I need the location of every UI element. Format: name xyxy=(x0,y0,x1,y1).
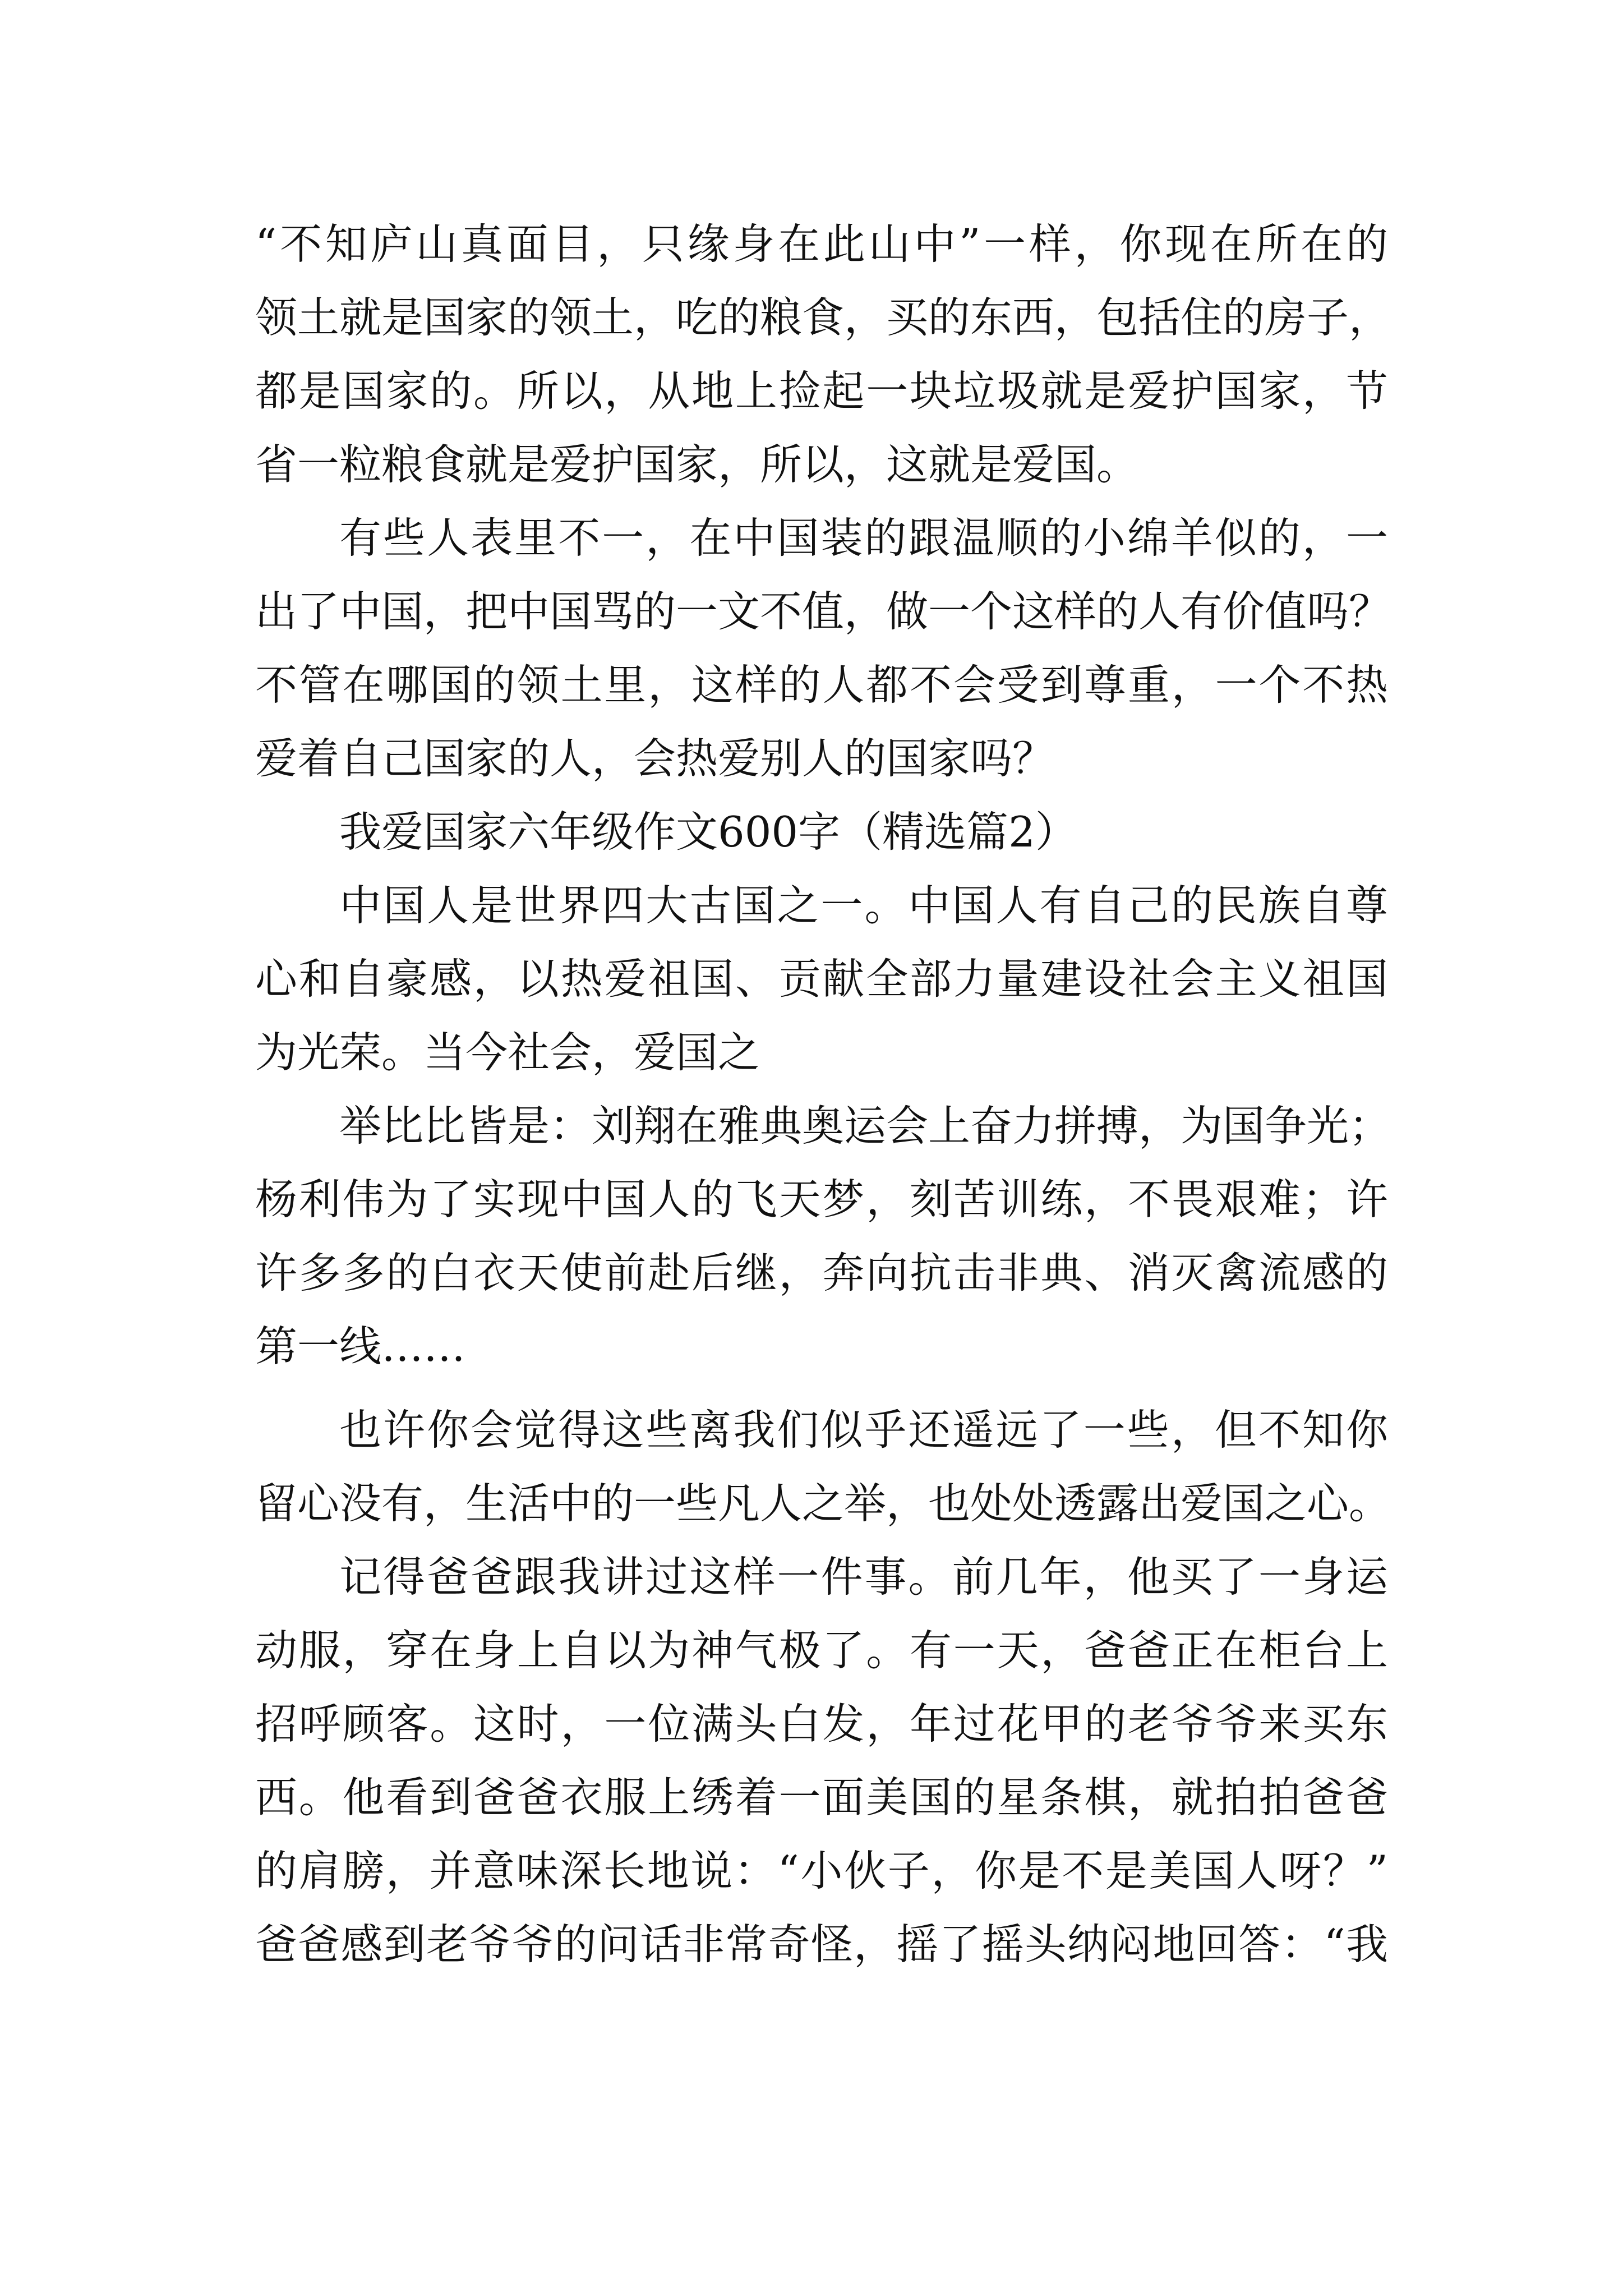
text-line: 中国人是世界四大古国之一。中国人有自己的民族自尊 xyxy=(339,881,1388,930)
text-line: 的肩膀，并意味深长地说：“小伙子，你是不是美国人呀？” xyxy=(255,1846,1388,1895)
text-line: 记得爸爸跟我讲过这样一件事。前几年，他买了一身运 xyxy=(339,1552,1388,1602)
text-line: 杨利伟为了实现中国人的飞天梦，刻苦训练，不畏艰难；许 xyxy=(255,1175,1388,1224)
text-line: 留心没有，生活中的一些凡人之举，也处处透露出爱国之心。 xyxy=(255,1479,1391,1528)
text-line: “不知庐山真面目，只缘身在此山中”一样，你现在所在的 xyxy=(255,219,1388,269)
section-heading: 我爱国家六年级作文600字（精选篇2） xyxy=(339,807,1077,857)
text-line: 西。他看到爸爸衣服上绣着一面美国的星条棋，就拍拍爸爸 xyxy=(255,1773,1388,1822)
text-line: 爱着自己国家的人，会热爱别人的国家吗？ xyxy=(255,734,1055,783)
text-line: 出了中国，把中国骂的一文不值，做一个这样的人有价值吗？ xyxy=(255,587,1391,636)
text-line: 也许你会觉得这些离我们似乎还遥远了一些，但不知你 xyxy=(339,1405,1388,1455)
text-line: 为光荣。当今社会，爱国之 xyxy=(255,1028,760,1077)
text-line: 动服，穿在身上自以为神气极了。有一天，爸爸正在柜台上 xyxy=(255,1626,1388,1675)
text-line: 不管在哪国的领土里，这样的人都不会受到尊重，一个不热 xyxy=(255,660,1388,710)
text-line: 招呼顾客。这时，一位满头白发，年过花甲的老爷爷来买东 xyxy=(255,1699,1388,1749)
text-line: 许多多的白衣天使前赴后继，奔向抗击非典、消灭禽流感的 xyxy=(255,1248,1388,1297)
text-line: 有些人表里不一，在中国装的跟温顺的小绵羊似的，一 xyxy=(339,513,1388,563)
text-line: 都是国家的。所以，从地上捡起一块垃圾就是爱护国家，节 xyxy=(255,366,1388,416)
text-line: 爸爸感到老爷爷的问话非常奇怪，摇了摇头纳闷地回答：“我 xyxy=(255,1920,1388,1969)
text-line: 省一粒粮食就是爱护国家，所以，这就是爱国。 xyxy=(255,440,1139,489)
text-line: 领土就是国家的领土，吃的粮食，买的东西，包括住的房子， xyxy=(255,293,1391,342)
text-line: 第一线…… xyxy=(255,1322,466,1371)
text-line: 举比比皆是：刘翔在雅典奥运会上奋力拼搏，为国争光； xyxy=(339,1101,1391,1151)
text-line: 心和自豪感，以热爱祖国、贡献全部力量建设社会主义祖国 xyxy=(255,954,1388,1004)
document-body xyxy=(255,208,1391,1981)
